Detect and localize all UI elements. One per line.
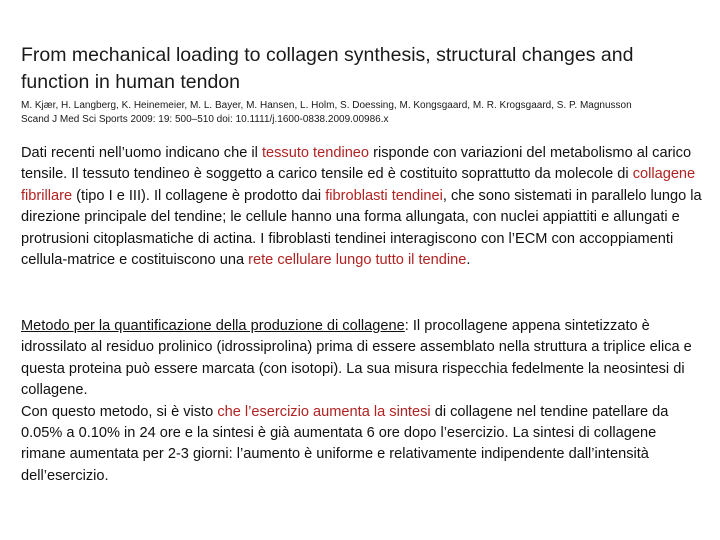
- highlight-collagene-fibrillare: collagene fibrillare: [21, 166, 696, 204]
- text-segment: risponde con variazioni del metabolismo al carico tensile. Il tessuto tendineo è soggetto a carico tensile ed è costituito soprattutto da molecole di: [21, 145, 692, 183]
- journal-citation: Scand J Med Sci Sports 2009: 19: 500–510 doi: 10.1111/j.1600-0838.2009.00986.x: [21, 114, 389, 125]
- text-segment: .: [466, 252, 471, 269]
- text-segment: , che sono sistemati in parallelo lungo la direzione principale del tendine; le cellule hanno una forma allungata, con nuclei appiattiti e allungati e protrusioni citoplasmatiche di actina. I fibroblasti tendinei interagiscono con l’ECM con accoppiamenti cellula-matrice e costituiscono una: [21, 187, 702, 269]
- text-segment: : Il procollagene appena sintetizzato è idrossilato al residuo prolinico (idrossiprolina) prima di essere assemblato nella struttura a triplice elica e questa proteina può essere marcata (con isotopi). La sua misura rispecchia fedelmente la neosintesi di collagene.: [21, 318, 692, 399]
- highlight-fibroblasti-tendinei: fibroblasti tendinei: [325, 187, 443, 204]
- highlight-esercizio-sintesi: che l’esercizio aumenta la sintesi: [217, 403, 431, 420]
- text-segment: (tipo I e III). Il collagene è prodotto dai: [72, 187, 326, 204]
- article-title: From mechanical loading to collagen synthesis, structural changes and function in human tendon: [21, 44, 634, 93]
- highlight-rete-cellulare: rete cellulare lungo tutto il tendine: [248, 252, 467, 269]
- text-segment: di collagene nel tendine patellare da 0.05% a 0.10% in 24 ore e la sintesi è già aumentata 6 ore dopo l’esercizio. La sintesi di collagene rimane aumentata per 2-3 giorni: l’aumento è uniforme e relativamente indipendente dall’intensità dell’esercizio.: [21, 403, 669, 484]
- text-segment: Con questo metodo, si è visto: [21, 403, 218, 420]
- paragraph-tendon-structure: [21, 143, 703, 271]
- text-segment: Dati recenti nell’uomo indicano che il: [21, 145, 262, 161]
- highlight-tessuto-tendineo: tessuto tendineo: [261, 145, 370, 161]
- paragraph-collagen-method: [21, 316, 703, 487]
- author-list: M. Kjær, H. Langberg, K. Heinemeier, M. L. Bayer, M. Hansen, L. Holm, S. Doessing, M. Kongsgaard, M. R. Krogsgaard, S. P. Magnusson: [21, 100, 632, 111]
- method-heading: Metodo per la quantificazione della produzione di collagene: [21, 318, 405, 334]
- article-reference: [21, 99, 711, 127]
